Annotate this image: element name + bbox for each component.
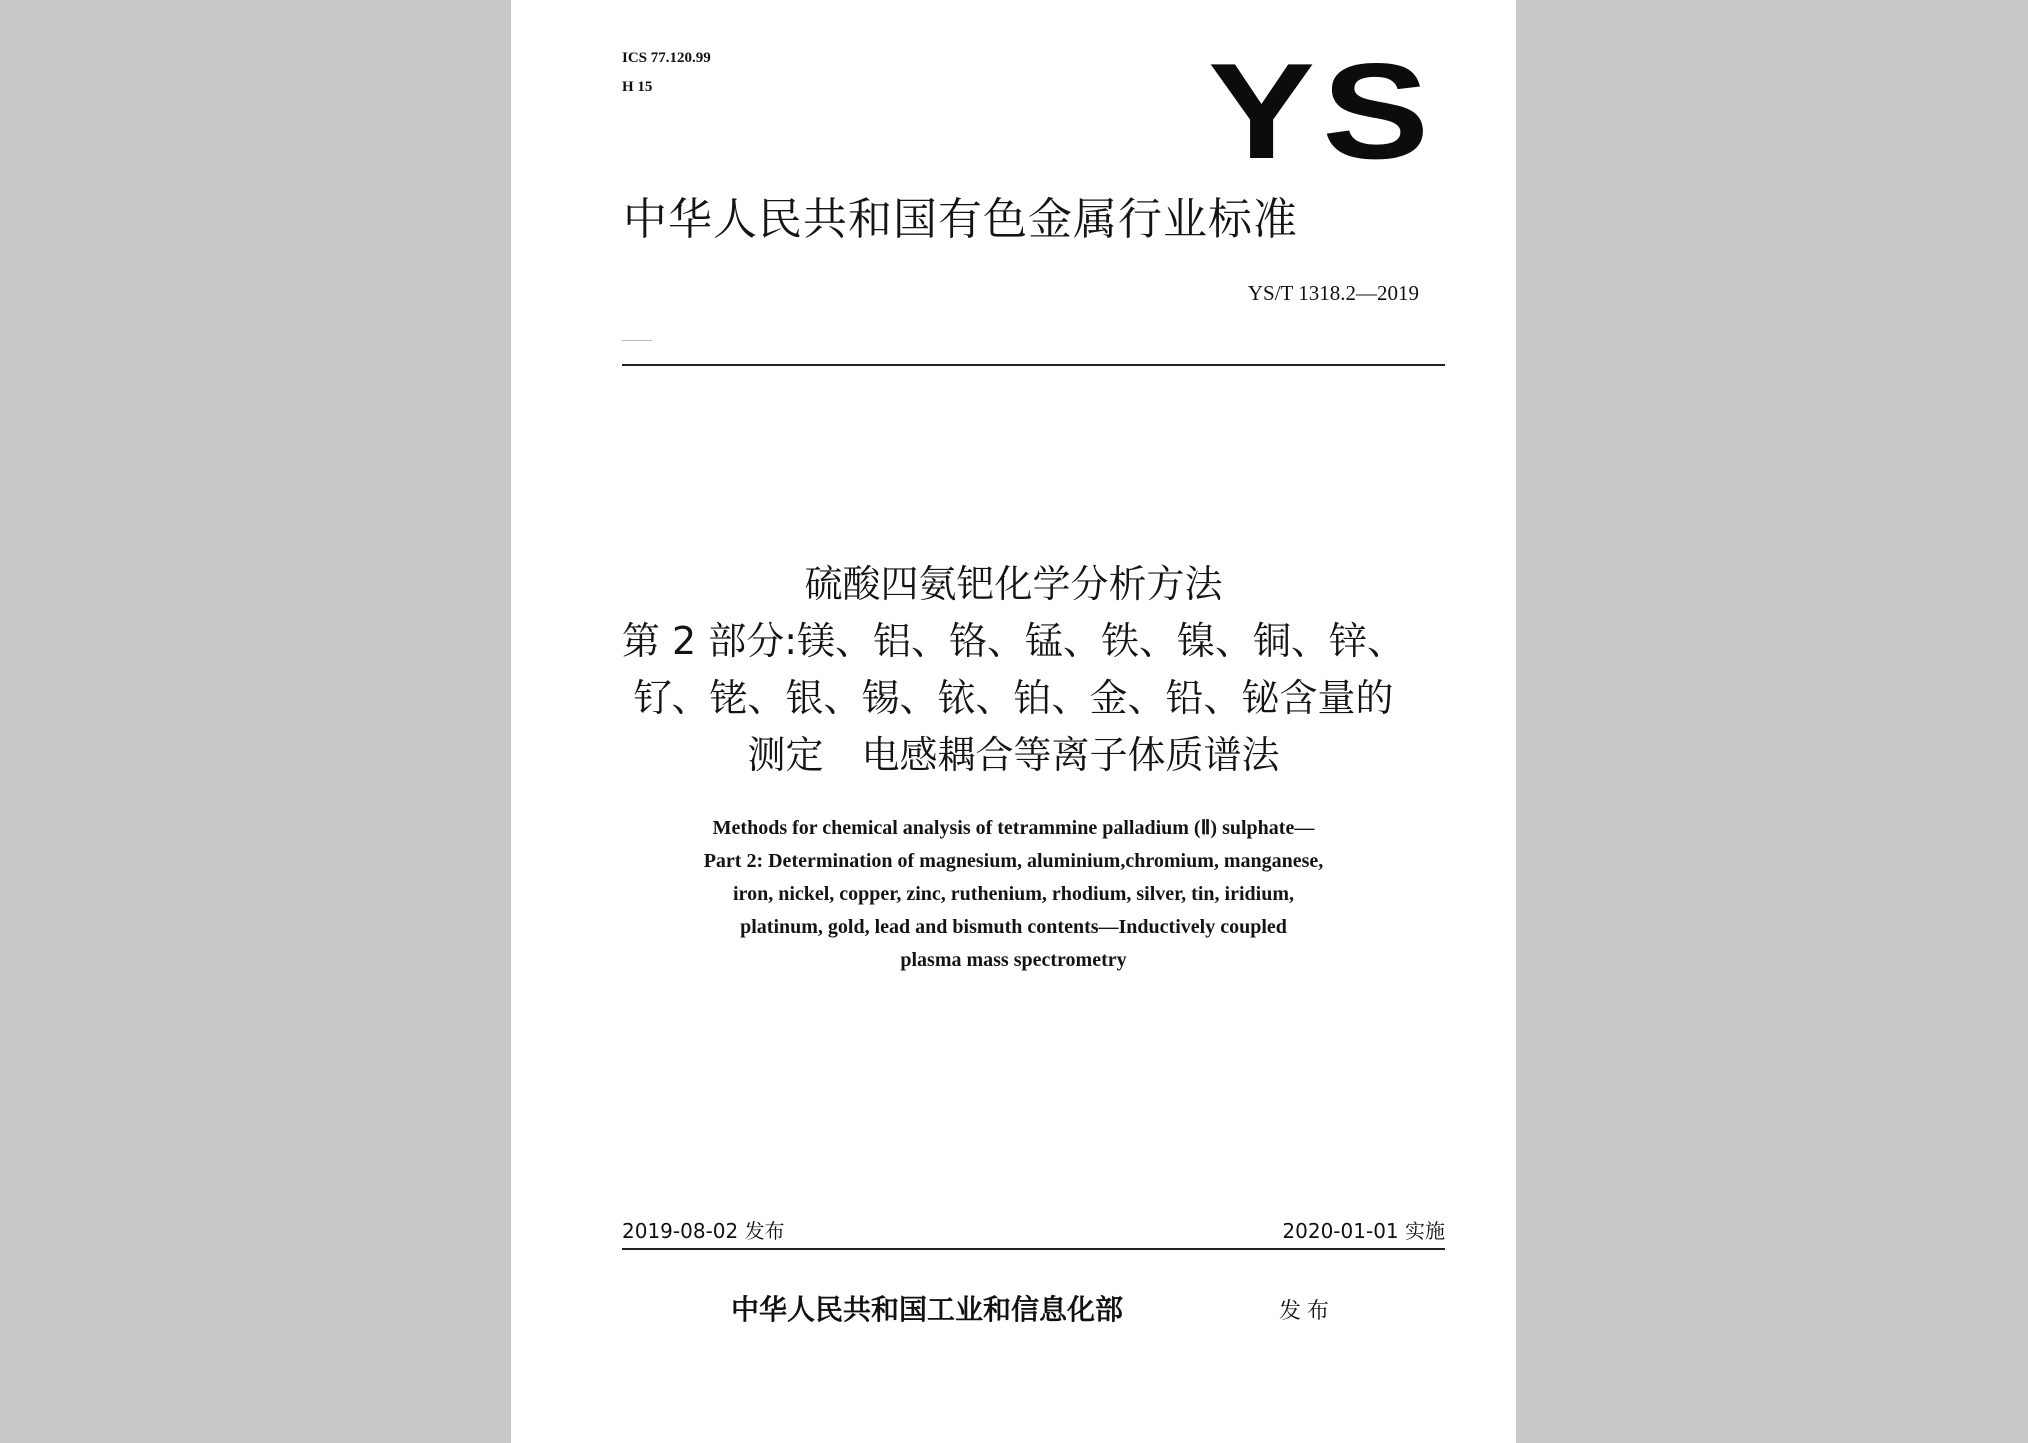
dates-row	[622, 1216, 1445, 1246]
header-divider	[622, 364, 1445, 366]
standard-number: YS/T 1318.2—2019	[1247, 281, 1419, 305]
issuing-action: 发布	[1279, 1299, 1336, 1324]
chinese-title-line: 测定 电感耦合等离子体质谱法	[747, 733, 1280, 777]
footer-divider	[622, 1248, 1445, 1250]
issuing-authority: 中华人民共和国工业和信息化部	[731, 1293, 1124, 1326]
chinese-title-line: 硫酸四氨钯化学分析方法	[804, 562, 1223, 606]
ys-logo: YS	[1208, 35, 1437, 187]
chinese-title-line: 第 2 部分:镁、铝、铬、锰、铁、镍、铜、锌、	[621, 619, 1406, 663]
english-title-line: Methods for chemical analysis of tetrammine palladium (Ⅱ) sulphate—	[712, 817, 1315, 839]
english-title-line: platinum, gold, lead and bismuth contents—Inductively coupled	[740, 916, 1287, 938]
chinese-title	[511, 556, 1516, 784]
english-title-line: plasma mass spectrometry	[900, 949, 1127, 971]
chinese-title-line: 钌、铑、银、锡、铱、铂、金、铅、铋含量的	[633, 676, 1394, 720]
faint-divider	[622, 340, 652, 341]
english-title	[511, 812, 1516, 977]
document-page	[511, 0, 1516, 1443]
classification-codes	[622, 44, 711, 102]
english-title-line: iron, nickel, copper, zinc, ruthenium, rhodium, silver, tin, iridium,	[733, 883, 1294, 905]
organization-title: 中华人民共和国有色金属行业标准	[623, 194, 1298, 245]
ics-code: ICS 77.120.99	[622, 50, 711, 66]
ccs-code: H 15	[622, 79, 653, 95]
implementation-date: 2020-01-01 实施	[1282, 1219, 1445, 1243]
issue-date: 2019-08-02 发布	[622, 1219, 785, 1243]
english-title-line: Part 2: Determination of magnesium, aluminium,chromium, manganese,	[703, 850, 1324, 872]
